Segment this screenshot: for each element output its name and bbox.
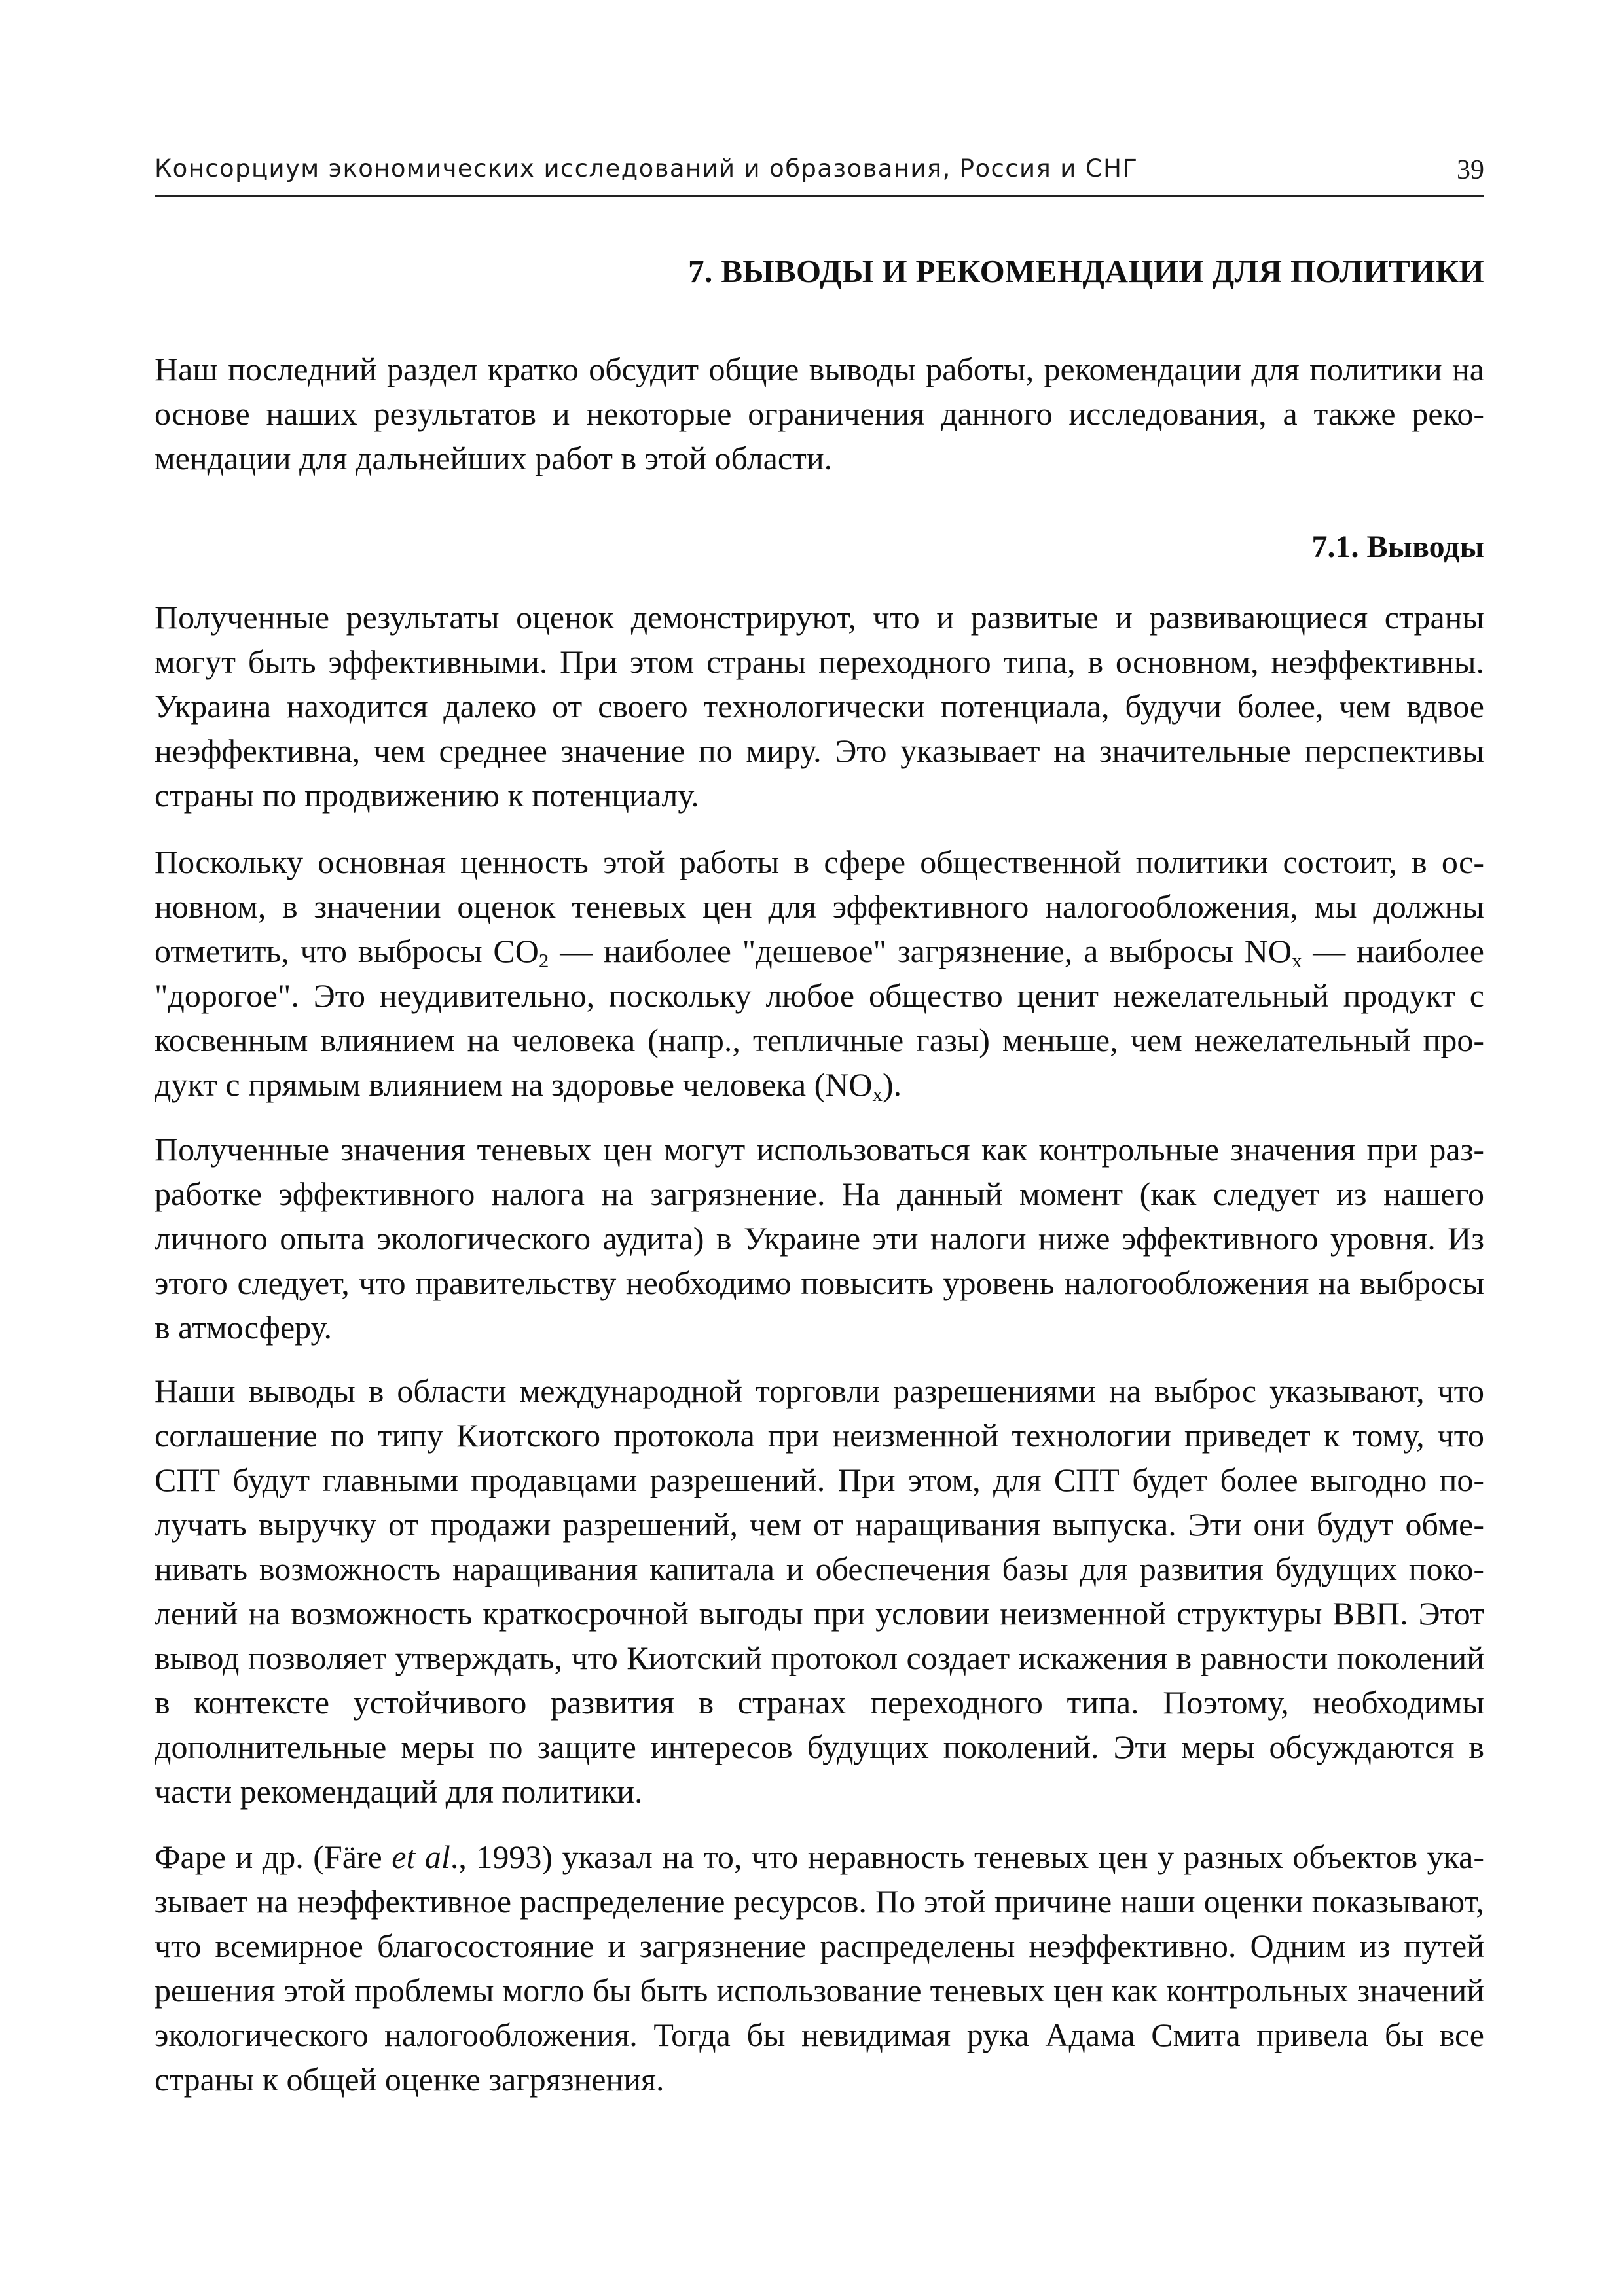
subscript: x — [872, 1082, 883, 1105]
paragraph-results: Полученные результаты оценок демонстрируют, что и развитые и развивающиеся страны могут быть эффективными. При этом страны переходного типа, в основном, неэффективны. Украина находится далеко от своего технологически потенциала, будучи более, чем вдвое неэффективна, чем среднее значение по миру. Это указывает на значительные перспективы страны по продвижению к потенциалу. — [155, 599, 1484, 814]
running-title: Консорциум экономических исследований и образования, Россия и СНГ — [155, 154, 1139, 183]
text-run: — наиболее "дорогое". Это неудивительно, поскольку любое общество ценит нежелательный продукт с косвенным влиянием на человека (напр., тепличные газы) меньше, чем нежелательный продукт с прямым влиянием на здоровье человека (NO — [155, 933, 1484, 1103]
paragraph-emissions-trading: Наши выводы в области международной торговли разрешениями на выброс указывают, что соглашение по типу Киотского протокола при неизменной технологии приведет к тому, что СПТ будут главными продавцами разрешений. При этом, для СПТ будет более выгодно получать выручку от продажи разрешений, чем от наращивания выпуска. Эти они будут обменивать возможность наращивания капитала и обеспечения базы для развития будущих поколений на возможность краткосрочной выгоды при условии неизменной структуры ВВП. Этот вывод позволяет утверждать, что Киотский протокол создает искажения в равности поколений в контексте устойчивого развития в странах переходного типа. Поэтому, необходимы дополнительные меры по защите интересов будущих поколений. Эти меры обсуждаются в части рекомендаций для политики. — [155, 1372, 1484, 1810]
text-run: ., 1993) указал на то, что неравность теневых цен у разных объектов указывает на неэффективное распределение ресурсов. По этой причине наши оценки показывают, что всемирное благосостояние и загрязнение распределены неэффективно. Одним из путей решения этой проблемы могло бы быть использование теневых цен как контрольных значений экологического налогообложения. Тогда бы невидимая рука Адама Смита привела бы все страны к общей оценке загрязнения. — [155, 1839, 1485, 2098]
text-run: Поскольку основная ценность этой работы в сфере общественной политики состоит, в основном, в значении оценок теневых цен для эффективного налогообложения, мы должны отметить, что выбросы CO — [155, 844, 1484, 969]
subsection-title: 7.1. Выводы — [1311, 529, 1484, 564]
section-title: 7. ВЫВОДЫ И РЕКОМЕНДАЦИИ ДЛЯ ПОЛИТИКИ — [688, 253, 1484, 289]
subscript: 2 — [538, 948, 549, 972]
running-header — [155, 148, 1484, 197]
text-run: Фаре и др. (Färe — [155, 1839, 392, 1875]
paragraph-fare-citation — [155, 1835, 1484, 2102]
page-number: 39 — [1457, 155, 1484, 185]
paragraph-shadow-prices — [155, 840, 1484, 1107]
text-run: — наиболее "дешевое" загрязнение, а выбросы NO — [549, 933, 1292, 969]
text-run: ). — [882, 1066, 902, 1103]
paragraph-tax-benchmarks: Полученные значения теневых цен могут использоваться как контрольные значения при разработке эффективного налога на загрязнение. На данный момент (как следует из нашего личного опыта экологического аудита) в Украине эти налоги ниже эффективного уровня. Из этого следует, что правительству необходимо повысить уровень налогообложения на выбросы в атмосферу. — [155, 1131, 1484, 1346]
italic-citation: et al — [392, 1839, 450, 1875]
subscript: x — [1291, 948, 1302, 972]
intro-paragraph: Наш последний раздел кратко обсудит общие выводы работы, рекомендации для политики на основе наших результатов и некоторые ограничения данного исследования, а также рекомендации для дальнейших работ в этой области. — [155, 351, 1484, 476]
